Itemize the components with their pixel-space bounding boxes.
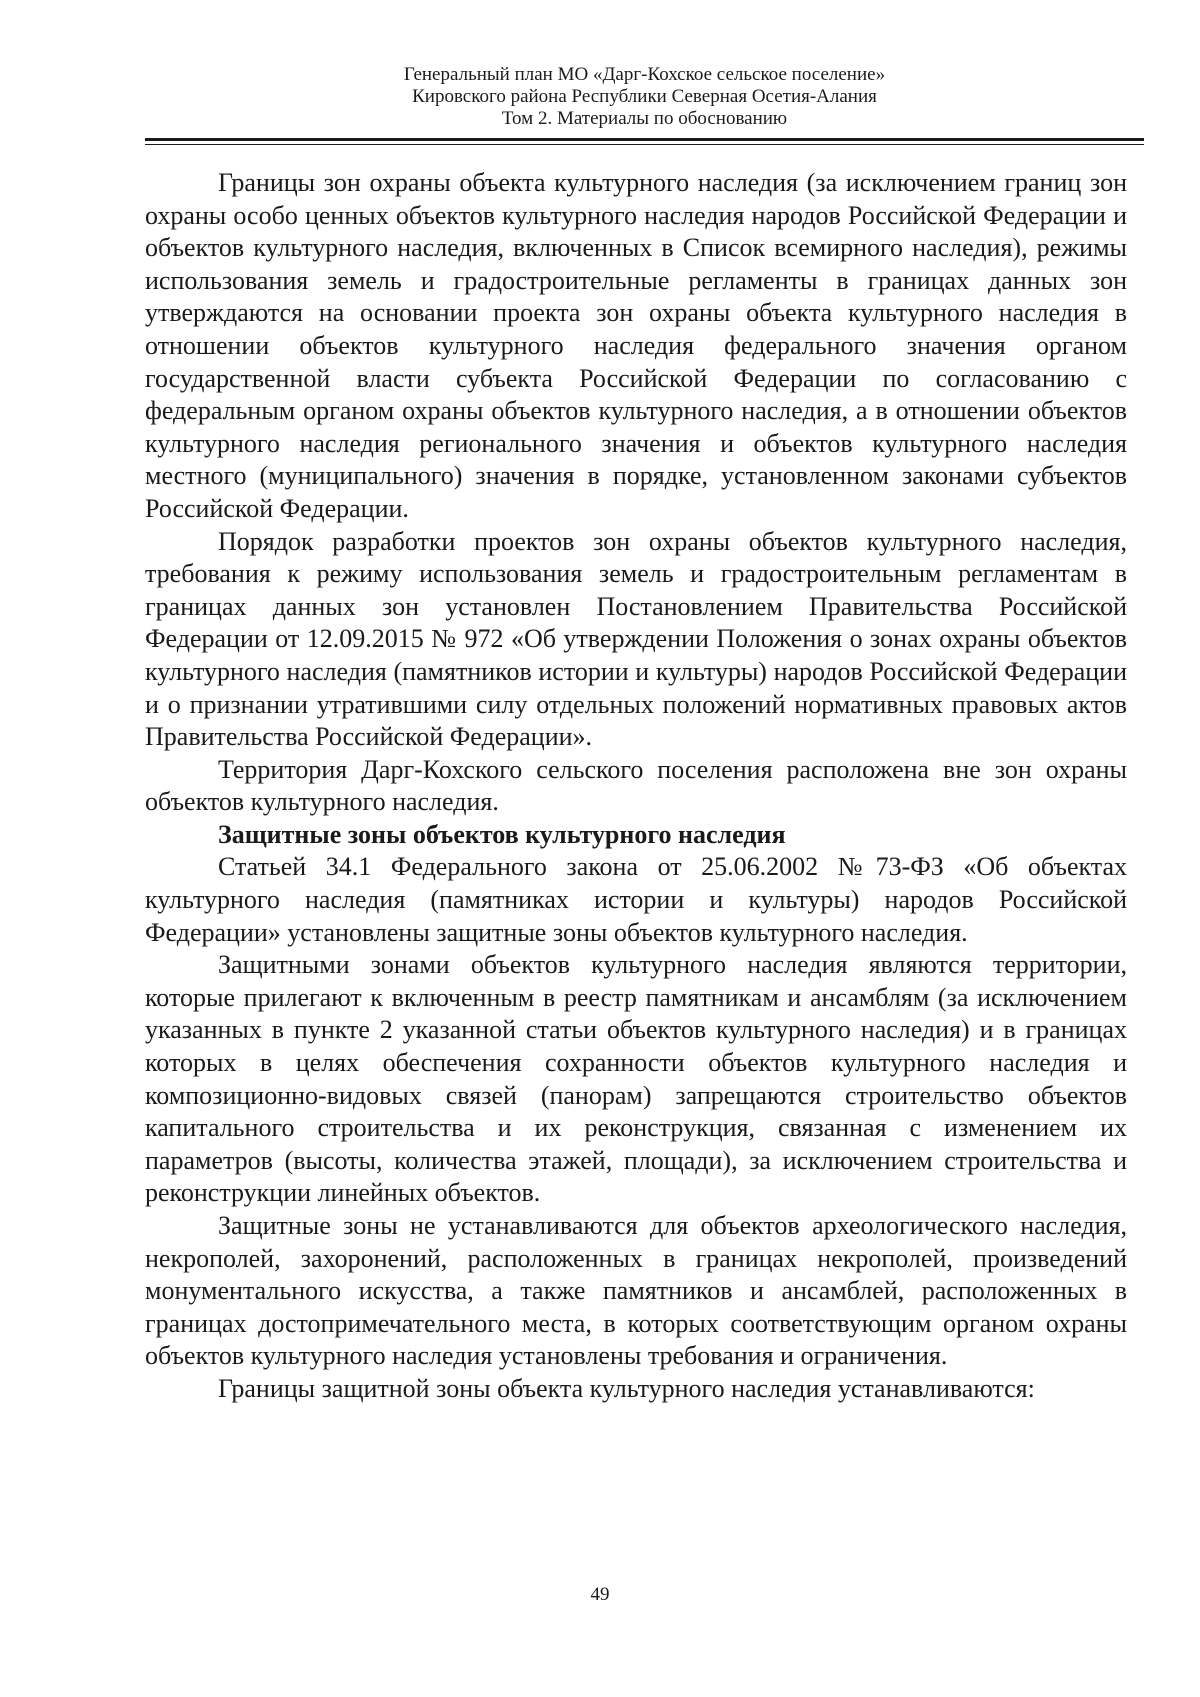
paragraph-2: Порядок разработки проектов зон охраны объектов культурного наследия, требования к режиму использования земель и градостроительным регламентам в границах данных зон установлен Постановлением Правительства Российской Федерации от 12.09.2015 № 972 «Об утверждении Положения о зонах охраны объектов культурного наследия (памятников истории и культуры) народов Российской Федерации и о признании утратившими силу отдельных положений нормативных правовых актов Правительства Российской Федерации». xyxy=(145,526,1127,752)
paragraph-6: Защитные зоны не устанавливаются для объектов археологического наследия, некрополей, захоронений, расположенных в границах некрополей, произведений монументального искусства, а также памятников и ансамблей, расположенных в границах достопримечательного места, в которых соответствующим органом охраны объектов культурного наследия установлены требования и ограничения. xyxy=(145,1211,1127,1371)
header-line-1: Генеральный план МО «Дарг-Кохское сельское поселение» xyxy=(403,64,886,85)
page-number: 49 xyxy=(590,1584,610,1605)
header-rule-thin xyxy=(145,144,1144,145)
section-heading: Защитные зоны объектов культурного наследия xyxy=(218,819,786,849)
document-body xyxy=(145,167,1127,1406)
header-line-3: Том 2. Материалы по обоснованию xyxy=(501,108,788,129)
running-header xyxy=(145,64,1144,130)
header-rule-thick xyxy=(145,138,1144,141)
paragraph-5: Защитными зонами объектов культурного наследия являются территории, которые прилегают к включенным в реестр памятникам и ансамблям (за исключением указанных в пункте 2 указанной статьи объектов культурного наследия) и в границах которых в целях обеспечения сохранности объектов культурного наследия и композиционно-видовых связей (панорам) запрещаются строительство объектов капитального строительства и их реконструкция, связанная с изменением их параметров (высоты, количества этажей, площади), за исключением строительства и реконструкции линейных объектов. xyxy=(145,950,1127,1208)
header-line-2: Кировского района Республики Северная Осетия-Алания xyxy=(412,86,877,107)
paragraph-7: Границы защитной зоны объекта культурного наследия устанавливаются: xyxy=(218,1373,1035,1403)
paragraph-4: Статьей 34.1 Федерального закона от 25.06.2002 №73-ФЗ «Об объектах культурного наследия (памятниках истории и культуры) народов Российской Федерации» установлены защитные зоны объектов культурного наследия. xyxy=(145,852,1127,947)
paragraph-1: Границы зон охраны объекта культурного наследия (за исключением границ зон охраны особо ценных объектов культурного наследия народов Российской Федерации и объектов культурного наследия, включенных в Список всемирного наследия), режимы использования земель и градостроительные регламенты в границах данных зон утверждаются на основании проекта зон охраны объекта культурного наследия в отношении объектов культурного наследия федерального значения органом государственной власти субъекта Российской Федерации по согласованию с федеральным органом охраны объектов культурного наследия, а в отношении объектов культурного наследия регионального значения и объектов культурного наследия местного (муниципального) значения в порядке, установленном законами субъектов Российской Федерации. xyxy=(145,168,1127,523)
paragraph-3: Территория Дарг-Кохского сельского поселения расположена вне зон охраны объектов культурного наследия. xyxy=(145,754,1127,817)
